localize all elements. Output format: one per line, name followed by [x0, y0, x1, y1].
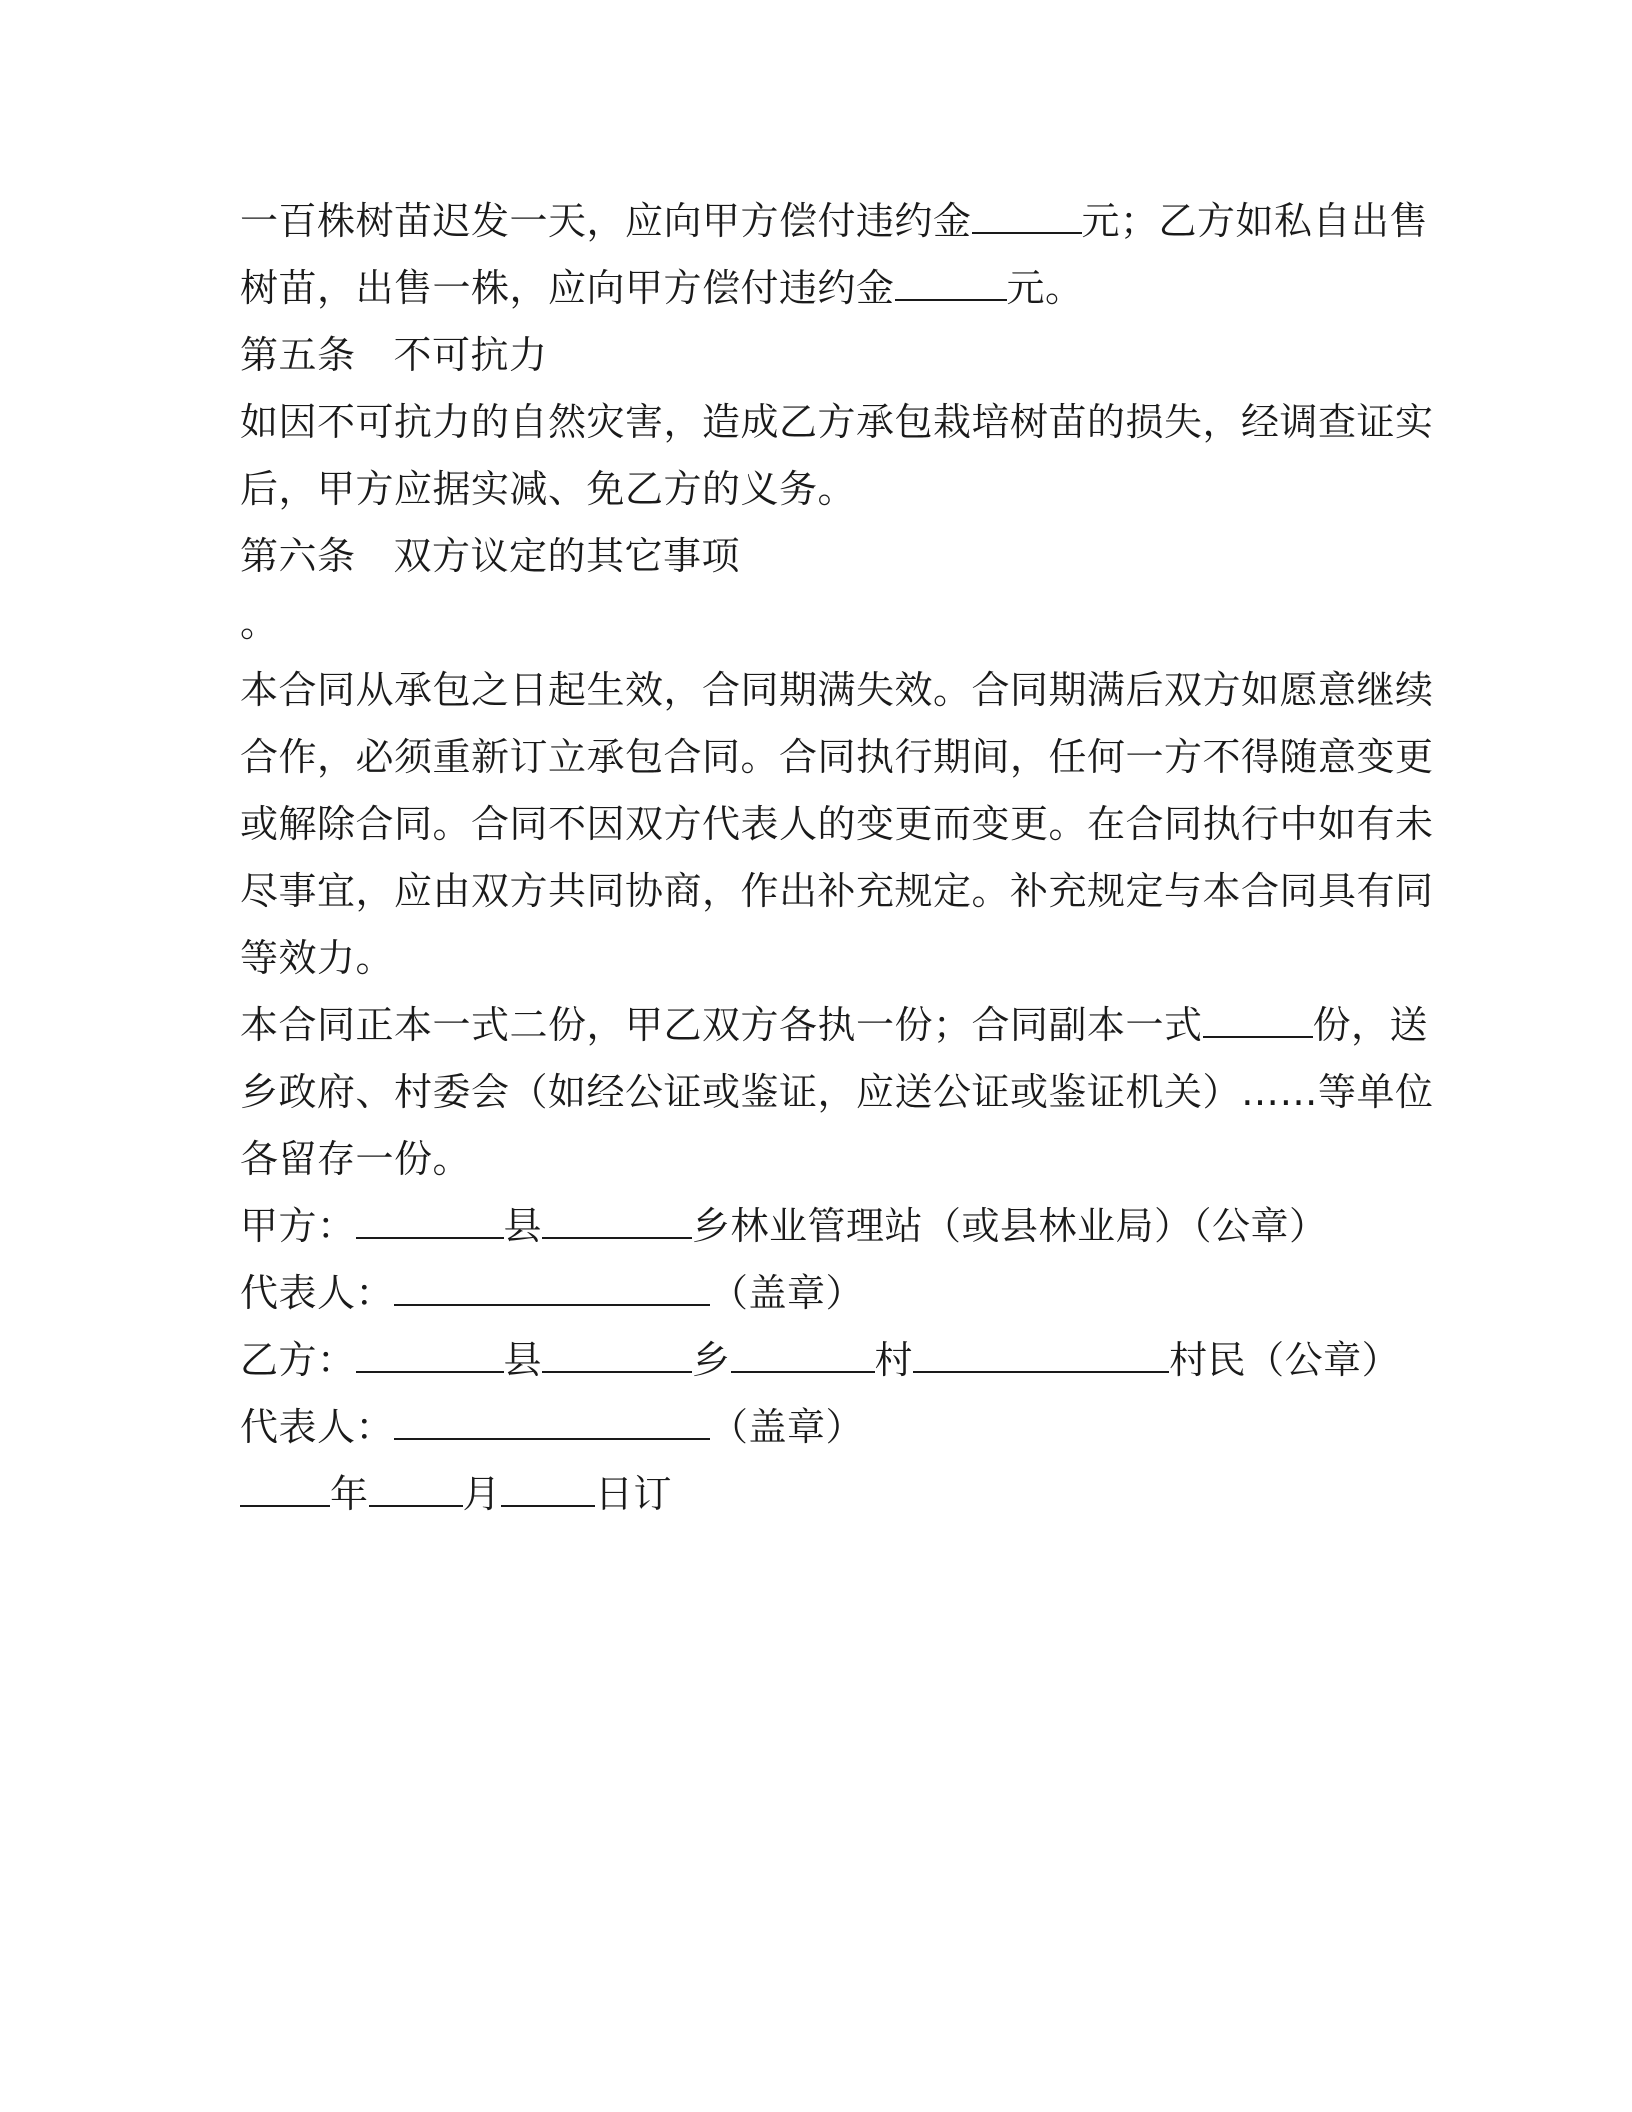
- text: 月: [462, 1472, 502, 1516]
- text-line: 尽事宜，应由双方共同协商，作出补充规定。补充规定与本合同具有同: [240, 869, 1434, 913]
- date-line: [240, 1461, 1390, 1528]
- article-title: 双方议定的其它事项: [393, 534, 741, 578]
- label: 乙方：: [240, 1338, 356, 1382]
- text: 一百株树苗迟发一天，应向甲方偿付违约金: [240, 199, 972, 243]
- text-line: [240, 188, 1429, 255]
- label: 代表人：: [240, 1271, 395, 1315]
- article-five-heading: [240, 322, 1390, 389]
- penalty-sale-blank: [895, 255, 1007, 301]
- year-blank: [240, 1461, 330, 1507]
- text: 县: [503, 1338, 543, 1382]
- copies-blank: [1203, 992, 1313, 1038]
- text-line: 乡政府、村委会（如经公证或鉴证，应送公证或鉴证机关）……等单位: [240, 1070, 1434, 1114]
- text: 元；乙方如私自出售: [1081, 199, 1429, 243]
- text: 村: [874, 1338, 914, 1382]
- text: （盖章）: [710, 1271, 865, 1315]
- county-blank: [356, 1193, 504, 1239]
- contract-page: [240, 188, 1434, 1528]
- text-line: 各留存一份。: [240, 1137, 472, 1181]
- township-blank: [542, 1327, 692, 1373]
- text: 县: [503, 1204, 543, 1248]
- text: 份，送: [1312, 1003, 1429, 1047]
- text: 元。: [1006, 266, 1084, 310]
- text-line: 。: [240, 601, 279, 645]
- article-six-heading: [240, 523, 1390, 590]
- text-line: [240, 992, 1429, 1059]
- text: 本合同正本一式二份，甲乙双方各执一份；合同副本一式: [240, 1003, 1203, 1047]
- article-title: 不可抗力: [393, 333, 548, 377]
- representative-blank: [394, 1394, 710, 1440]
- text: （盖章）: [710, 1405, 865, 1449]
- village-blank: [731, 1327, 875, 1373]
- text-line: [240, 255, 1390, 322]
- text-line: 等效力。: [240, 936, 395, 980]
- text-line: 或解除合同。合同不因双方代表人的变更而变更。在合同执行中如有未: [240, 802, 1434, 846]
- text: 树苗，出售一株，应向甲方偿付违约金: [240, 266, 895, 310]
- text: 日订: [595, 1472, 673, 1516]
- representative-blank: [394, 1260, 710, 1306]
- text-line: 后，甲方应据实减、免乙方的义务。: [240, 467, 857, 511]
- article-number: 第六条: [240, 534, 356, 578]
- party-a-representative-line: [240, 1260, 1390, 1327]
- month-blank: [369, 1461, 463, 1507]
- text: 年: [330, 1472, 369, 1516]
- label: 甲方：: [240, 1204, 356, 1248]
- label: 代表人：: [240, 1405, 395, 1449]
- township-blank: [542, 1193, 692, 1239]
- villager-blank: [913, 1327, 1169, 1373]
- penalty-delay-blank: [972, 188, 1082, 234]
- county-blank: [356, 1327, 504, 1373]
- text-line: 如因不可抗力的自然灾害，造成乙方承包栽培树苗的损失，经调查证实: [240, 400, 1434, 444]
- text: 乡林业管理站（或县林业局）（公章）: [692, 1204, 1328, 1248]
- text-line: 本合同从承包之日起生效，合同期满失效。合同期满后双方如愿意继续: [240, 668, 1434, 712]
- party-a-line: [240, 1193, 1390, 1260]
- text: 村民（公章）: [1169, 1338, 1401, 1382]
- text: 乡: [692, 1338, 731, 1382]
- party-b-line: [240, 1327, 1401, 1394]
- party-b-representative-line: [240, 1394, 1390, 1461]
- article-number: 第五条: [240, 333, 356, 377]
- text-line: 合作，必须重新订立承包合同。合同执行期间，任何一方不得随意变更: [240, 735, 1434, 779]
- day-blank: [501, 1461, 595, 1507]
